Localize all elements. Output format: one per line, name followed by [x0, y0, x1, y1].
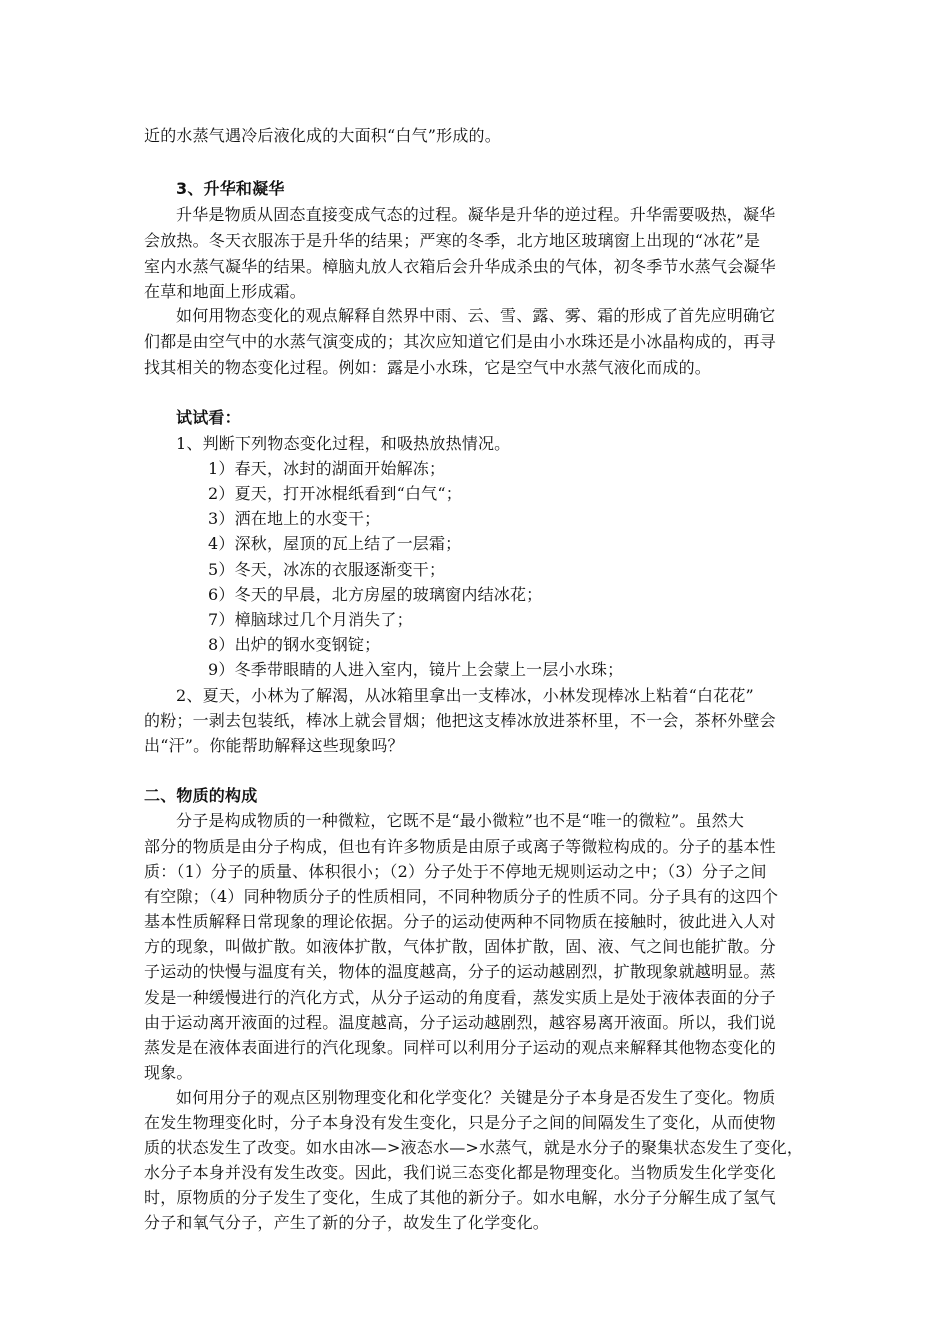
list-item: 8）出炉的钢水变钢锭； [208, 635, 381, 654]
paragraph-line: 部分的物质是由分子构成，但也有许多物质是由原子或离子等微粒构成的。分子的基本性 [144, 837, 776, 856]
paragraph-line: 如何用物态变化的观点解释自然界中雨、云、雪、露、雾、霜的形成了首先应明确它 [176, 306, 776, 325]
paragraph-line: 在发生物理变化时，分子本身没有发生变化，只是分子之间的间隔发生了变化，从而使物 [144, 1113, 776, 1132]
paragraph-line: 在草和地面上形成霜。 [144, 282, 307, 301]
question-2-line: 的粉；一剥去包装纸，棒冰上就会冒烟；他把这支棒冰放进茶杯里，不一会，茶杯外壁会 [144, 711, 776, 730]
paragraph-line: 子运动的快慢与温度有关，物体的温度越高，分子的运动越剧烈，扩散现象就越明显。蒸 [144, 962, 776, 981]
question-1: 1、判断下列物态变化过程，和吸热放热情况。 [176, 434, 511, 453]
list-item: 9）冬季带眼睛的人进入室内，镜片上会蒙上一层小水珠； [208, 660, 624, 679]
paragraph-line: 们都是由空气中的水蒸气演变成的；其次应知道它们是由小水珠还是小冰晶构成的，再寻 [144, 332, 776, 351]
list-item: 1）春天，冰封的湖面开始解冻； [208, 459, 446, 478]
paragraph-line: 会放热。冬天衣服冻于是升华的结果；严寒的冬季，北方地区玻璃窗上出现的“冰花”是 [144, 231, 761, 250]
heading-sublimation: 3、升华和凝华 [176, 179, 285, 198]
list-item: 4）深秋，屋顶的瓦上结了一层霜； [208, 534, 462, 553]
paragraph-line: 现象。 [144, 1063, 193, 1082]
paragraph-line: 如何用分子的观点区别物理变化和化学变化？关键是分子本身是否发生了变化。物质 [176, 1088, 776, 1107]
paragraph-line: 有空隙；（4）同种物质分子的性质相同，不同种物质分子的性质不同。分子具有的这四个 [144, 887, 779, 906]
paragraph-line: 分子是构成物质的一种微粒，它既不是“最小微粒”也不是“唯一的微粒”。虽然大 [176, 811, 745, 830]
list-item: 6）冬天的早晨，北方房屋的玻璃窗内结冰花； [208, 585, 543, 604]
paragraph-line: 时，原物质的分子发生了变化，生成了其他的新分子。如水电解，水分子分解生成了氢气 [144, 1188, 776, 1207]
question-2-line: 2、夏天，小林为了解渴，从冰箱里拿出一支棒冰，小林发现棒冰上粘着“白花花” [176, 686, 754, 705]
paragraph-line: 找其相关的物态变化过程。例如：露是小水珠，它是空气中水蒸气液化而成的。 [144, 358, 712, 377]
paragraph-line: 基本性质解释日常现象的理论依据。分子的运动使两种不同物质在接触时，彼此进入人对 [144, 912, 776, 931]
paragraph-line: 发是一种缓慢进行的汽化方式，从分子运动的角度看，蒸发实质上是处于液体表面的分子 [144, 988, 776, 1007]
list-item: 5）冬天，冰冻的衣服逐渐变干； [208, 560, 446, 579]
paragraph-line: 方的现象，叫做扩散。如液体扩散，气体扩散，固体扩散，固、液、气之间也能扩散。分 [144, 937, 776, 956]
paragraph-line: 分子和氧气分子，产生了新的分子，故发生了化学变化。 [144, 1213, 550, 1232]
paragraph-line: 质：（1）分子的质量、体积很小；（2）分子处于不停地无规则运动之中；（3）分子之间 [144, 862, 767, 881]
paragraph-line: 由于运动离开液面的过程。温度越高，分子运动越剧烈，越容易离开液面。所以，我们说 [144, 1013, 776, 1032]
heading-matter: 二、物质的构成 [144, 786, 258, 805]
paragraph-line: 质的状态发生了改变。如水由冰—>液态水—>水蒸气，就是水分子的聚集状态发生了变化， [144, 1138, 804, 1157]
heading-try-it: 试试看： [176, 408, 241, 427]
paragraph-line: 水分子本身并没有发生改变。因此，我们说三态变化都是物理变化。当物质发生化学变化 [144, 1163, 776, 1182]
intro-continuation: 近的水蒸气遇冷后液化成的大面积“白气”形成的。 [144, 126, 501, 145]
paragraph-line: 蒸发是在液体表面进行的汽化现象。同样可以利用分子运动的观点来解释其他物态变化的 [144, 1038, 776, 1057]
paragraph-line: 升华是物质从固态直接变成气态的过程。凝华是升华的逆过程。升华需要吸热，凝华 [176, 205, 776, 224]
paragraph-line: 室内水蒸气凝华的结果。樟脑丸放人衣箱后会升华成杀虫的气体，初冬季节水蒸气会凝华 [144, 257, 776, 276]
list-item: 7）樟脑球过几个月消失了； [208, 610, 413, 629]
list-item: 2）夏天，打开冰棍纸看到“白气“； [208, 484, 462, 503]
list-item: 3）洒在地上的水变干； [208, 509, 381, 528]
question-2-line: 出“汗”。你能帮助解释这些现象吗？ [144, 736, 404, 755]
